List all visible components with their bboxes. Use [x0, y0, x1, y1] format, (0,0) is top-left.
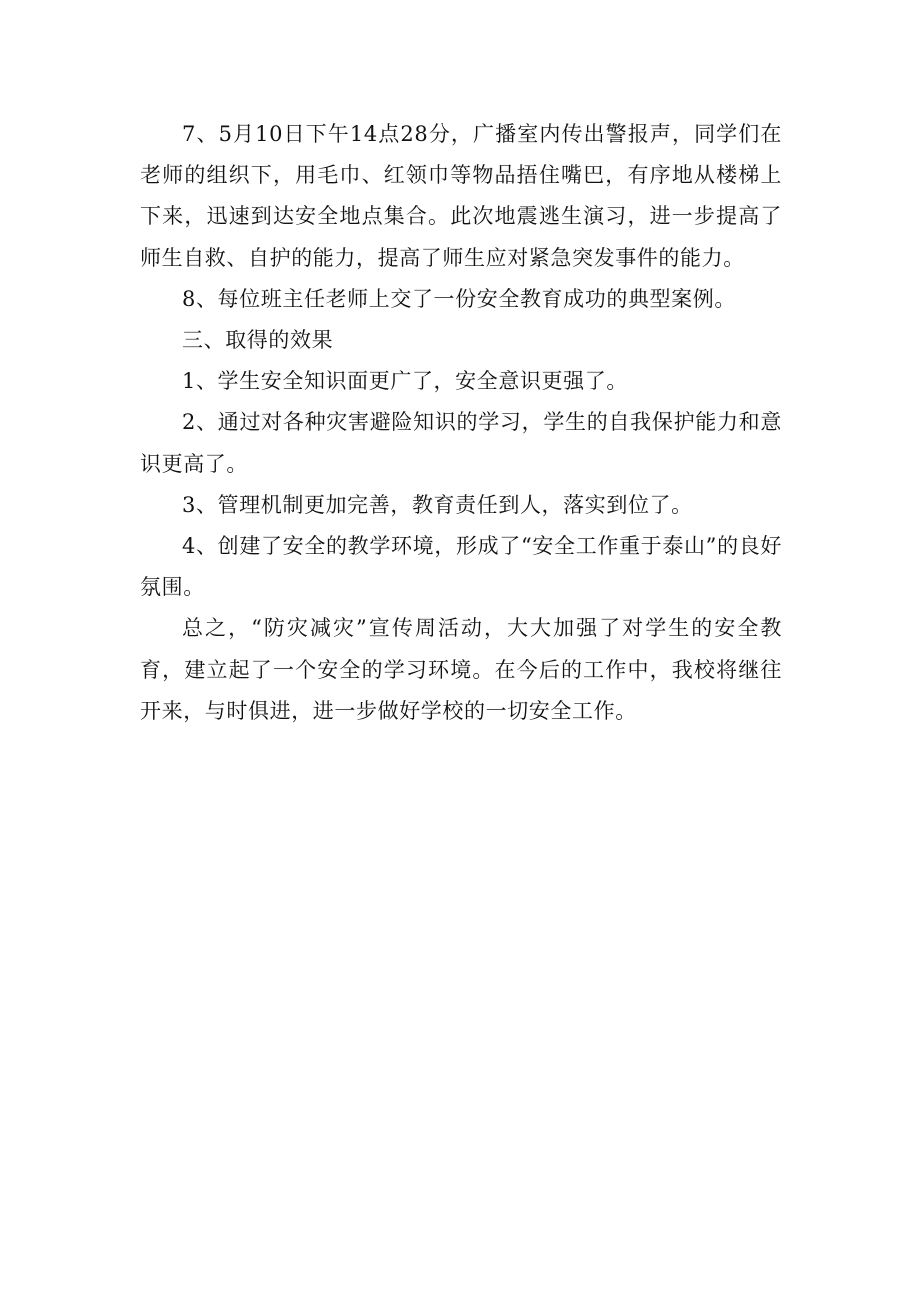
- paragraph-item-8-cases: 8、每位班主任老师上交了一份安全教育成功的典型案例。: [182, 286, 736, 311]
- paragraph-result-3: 3、管理机制更加完善，教育责任到人，落实到位了。: [182, 492, 693, 517]
- section-heading-results: 三、取得的效果: [182, 328, 334, 353]
- paragraph-conclusion: 总之，“防灾减灾”宣传周活动，大大加强了对学生的安全教育，建立起了一个安全的学习环境。在今后的工作中，我校将继往开来，与时俱进，进一步做好学校的一切安全工作。: [140, 616, 782, 723]
- paragraph-result-4: 4、创建了安全的教学环境，形成了“安全工作重于泰山”的良好氛围。: [140, 534, 782, 600]
- paragraph-item-7-drill: 7、5月10日下午14点28分，广播室内传出警报声，同学们在老师的组织下，用毛巾、红领巾等物品捂住嘴巴，有序地从楼梯上下来，迅速到达安全地点集合。此次地震逃生演习，进一步提高了师生自救、自护的能力，提高了师生应对紧急突发事件的能力。: [140, 122, 782, 270]
- paragraph-result-2: 2、通过对各种灾害避险知识的学习，学生的自我保护能力和意识更高了。: [140, 410, 782, 476]
- document-body: [140, 114, 782, 732]
- paragraph-result-1: 1、学生安全知识面更广了，安全意识更强了。: [182, 369, 628, 394]
